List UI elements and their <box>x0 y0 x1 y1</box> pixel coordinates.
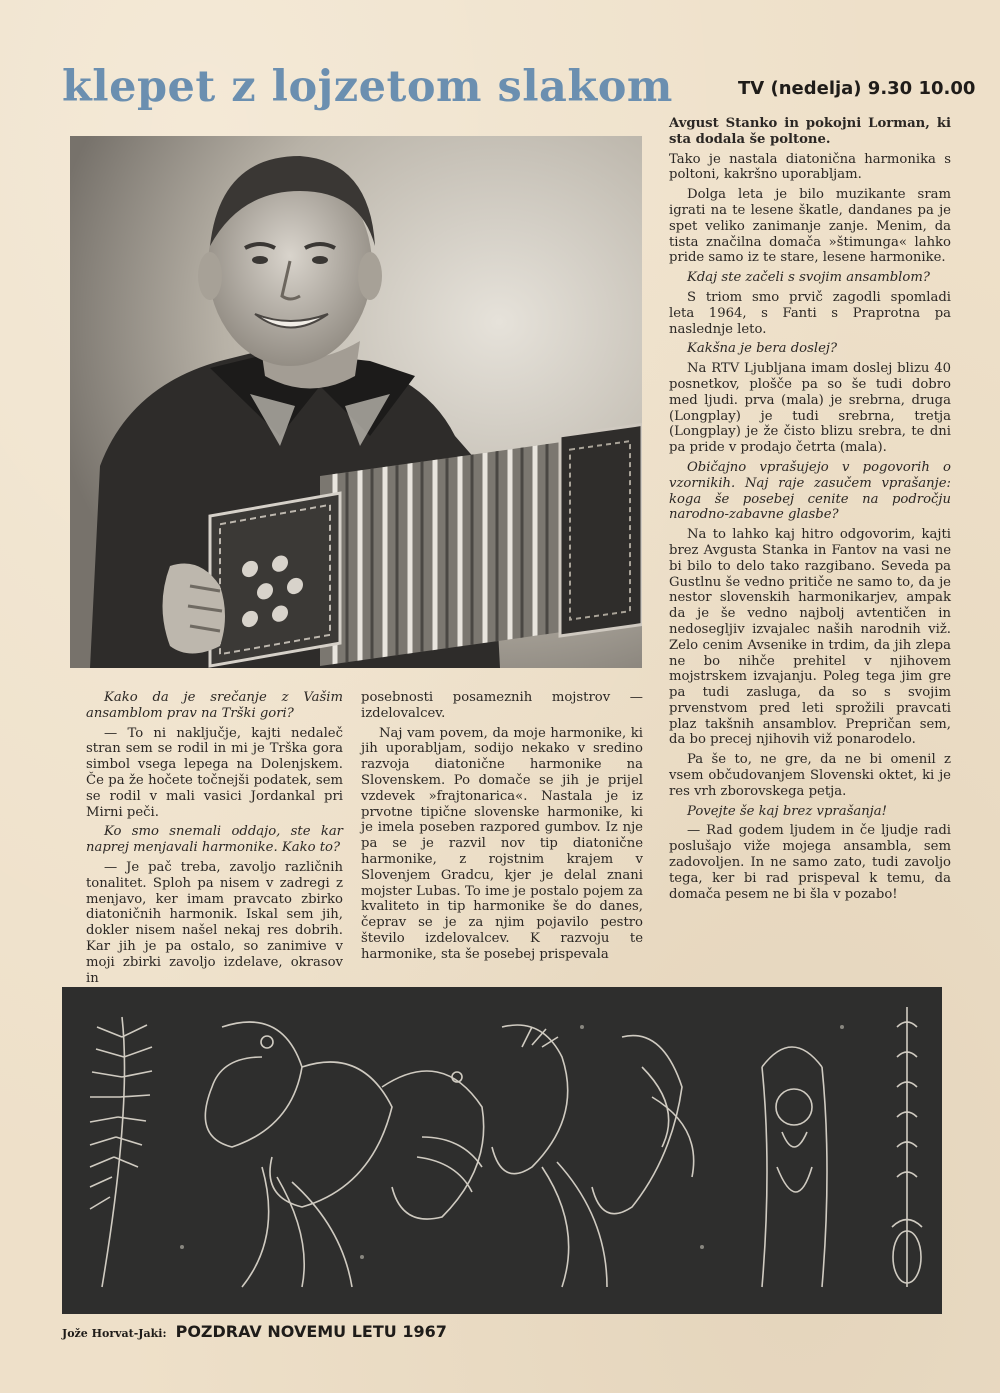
interview-question: Ko smo snemali oddajo, ste kar naprej menjavali harmonike. Kako to? <box>86 824 343 856</box>
article-paragraph: Tako je nastala diatonična harmonika s poltoni, kakršno uporabljam. <box>669 151 951 183</box>
article-column-3 <box>669 116 951 906</box>
interview-answer: — To ni naključje, kajti nedaleč stran sem se rodil in mi je Trška gora simbol vsega lepega na Dolenjskem. Če pa že hočete točnejši podatek, sem se rodil v mali vasici Jordankal pri Mirni peči. <box>86 725 343 820</box>
artwork-title: POZDRAV NOVEMU LETU 1967 <box>175 1322 447 1341</box>
tv-schedule-label: TV (nedelja) 9.30 10.00 <box>738 78 976 99</box>
interview-answer: Na to lahko kaj hitro odgovorim, kajti brez Avgusta Stanka in Fantov na vasi ne bi bilo to delo tako razgibano. Seveda pa Gustlnu še vedno pritiče ne samo to, da je nestor slovenskih harmonikarjev, ampak da je še vedno najbolj avtentičen in nedosegljiv izvajalec naših narodnih viž. Zelo cenim Avsenike in trdim, da jih zlepa ne bo nihče prehitel v njihovem mojstrskem izvajanju. Poleg tega jim gre pa tudi zasluga, da so s svojim prvenstvom pred leti sprožili pravcati plaz takšnih ansamblov. Prepričan sem, da bo precej njihovih viž ponarodelo. <box>669 527 951 748</box>
interview-question: Kdaj ste začeli s svojim ansamblom? <box>687 270 930 286</box>
interview-answer: S triom smo prvič zagodli spomladi leta 1964, s Fanti s Praprotna pa naslednje leto. <box>669 289 951 337</box>
interview-question: Povejte še kaj brez vprašanja! <box>687 803 887 819</box>
accordion-player-portrait-icon <box>70 136 642 668</box>
article-paragraph: Naj vam povem, da moje harmonike, ki jih uporabljam, sodijo nekako v sredino razvoja diatonične harmonike na Slovenskem. Po domače se jih je prijel vzdevek »frajtonarica«. Nastala je iz prvotne tipične slovenske harmonike, ki je imela poseben razpored gumbov. Iz nje pa se je razvil nov tip diatonične harmonike, z rojstnim krajem v Slovenjem Gradcu, kjer je delal znani mojster Lubas. To ime je postalo pojem za kvaliteto in tip harmonike še do danes, čeprav se je za njim pojavilo pestro število izdelovalcev. K razvoju te harmonike, sta še posebej prispevala <box>361 725 643 962</box>
article-paragraph: Avgust Stanko in pokojni Lorman, ki sta dodala še poltone. <box>669 116 951 147</box>
interview-answer: Pa še to, ne gre, da ne bi omenil z vsem občudovanjem Slovenski oktet, ki je res vrh zborovskega petja. <box>669 752 951 799</box>
interview-answer: Na RTV Ljubljana imam doslej blizu 40 posnetkov, plošče pa so še tudi dobro med ljudi. prva (mala) je srebrna, druga (Longplay) je tudi srebrna, tretja (Longplay) je že čisto blizu srebra, te dni pa pride v prodajo četrta (mala). <box>669 361 951 456</box>
artwork-author: Jože Horvat-Jaki: <box>62 1327 167 1340</box>
linocut-folk-artwork-icon <box>62 987 942 1314</box>
interview-answer: — Je pač treba, zavoljo različnih tonalitet. Sploh pa nisem v zadregi z menjavo, ker imam pravcato zbirko diatoničnih harmonik. Iskal sem jih, dokler nisem našel nekaj res dobrih. Kar jih je pa ostalo, so zanimive v moji zbirki zavoljo izdelave, okrasov in <box>86 859 343 986</box>
article-paragraph: posebnosti posameznih mojstrov — izdelovalcev. <box>361 690 643 721</box>
article-column-2 <box>361 690 643 967</box>
interview-answer: — Rad godem ljudem in če ljudje radi poslušajo viže mojega ansambla, sem zadovoljen. In ne samo zato, tudi zavoljo tega, ker bi rad prispeval k temu, da domača pesem ne bi šla v pozabo! <box>669 823 951 902</box>
interview-question: Kako da je srečanje z Vašim ansamblom prav na Trški gori? <box>86 690 343 721</box>
artwork-caption <box>62 1322 447 1341</box>
interview-question: Običajno vprašujejo v pogovorih o vzornikih. Naj raje zasučem vprašanje: koga še posebej cenite na področju narodno-zabavne glasbe? <box>669 459 951 523</box>
article-paragraph: Dolga leta je bilo muzikante sram igrati na te lesene škatle, dandanes pa je spet veliko zanimanje zanje. Menim, da tista značilna domača »štimunga« lahko pride samo iz te stare, lesene harmonike. <box>669 187 951 266</box>
interview-question: Kakšna je bera doslej? <box>687 341 838 357</box>
headline: klepet z lojzetom slakom <box>62 62 673 112</box>
article-column-1 <box>86 690 343 990</box>
